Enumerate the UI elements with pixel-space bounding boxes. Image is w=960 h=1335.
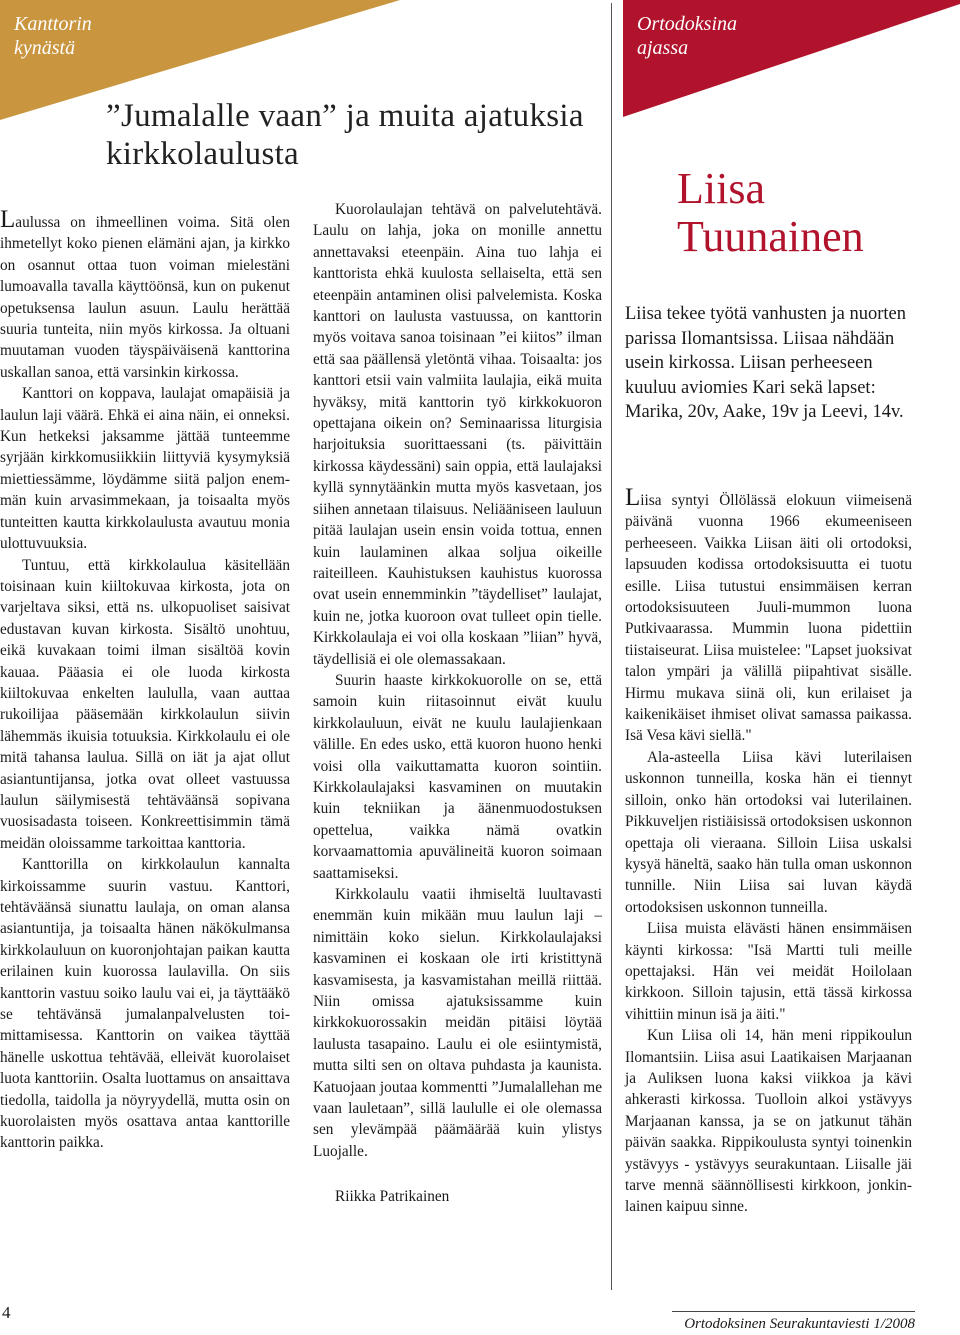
column-divider [611, 3, 612, 1290]
profile-name: Liisa Tuunainen [677, 164, 864, 261]
profile-paragraph: Kun Liisa oli 14, hän meni rippikoulun Ilomantsiin. Liisa asui Laatikaisen Marjaanan ja Auliksen luona kaksi viikkoa ja kävi ahkerasti kirkossa. Tuolloin alkoi ystävyys Marjaanan kanssa, ja se on jatkunut tähän päivän saakka. Rippikoulusta syntyi toinenkin ystävyys - ystävyys seurakuntaan. Liisalle jäi tarve mennä säännöllisesti kirkkoon, jonkinlainen kaipuu sinne. [625, 1027, 912, 1216]
profile-intro: Liisa tekee työtä vanhusten ja nuorten parissa Ilomantsissa. Liisaa nähdään usein kirkossa. Liisan perheeseen kuuluu aviomies Kari sekä lapset: Marika, 20v, Aake, 19v ja Leevi, 14v. [625, 304, 907, 422]
article-paragraph: Kanttori on koppava, laulajat omapäisiä ja laulun laji väärä. Ehkä ei aina näin, ei onneksi. Kun hetkeksi jaksamme jättää tunteemme syrjään kirkkomusiikkiin liittyviä kysymyksiä miettiessämme, löydämme siitä paljon enemmän kuin arvasimmekaan, ja toisaalta myös tunteitten kautta kirkkolaulusta avautuu monia ulottuvuuksia. [0, 385, 290, 553]
article-signature: Riikka Patrikainen [335, 1188, 450, 1206]
profile-paragraph: Liisa syntyi Öllölässä elokuun viimeisenä päivänä vuonna 1966 ekumeeniseen perheeseen. Vaikka Liisan äiti oli ortodoksi, lapsuuden kodissa ortodoksisuutta ei tuotu esille. Liisa tutustui ensimmäisen kerran ortodoksisuuteen Juuli-mummon luona Putkivaarassa. Mummin luona pidettiin tiistaiseurat. Liisa muistelee: "Lapset juoksivat talon ympäri ja välillä piipahtivat sisälle. Hirmu mukava siinä oli, kun erilaiset ja kaikenikäiset ihmiset olivat samassa paikassa. Isä Vesa kävi siellä." [625, 484, 912, 745]
article-paragraph: Suurin haaste kirkkokuorolle on se, että samoin kuin riitasoinnut eivät kuulu kirkkolauluun, eivät ne kuulu laulajienkaan välille. En edes usko, että kuoron huono henki voisi olla vaikuttamatta kuoron sointiin. Kirkkolaulajaksi kasvaminen on muutakin kuin tekniikan ja äänenmuodostuksen opettelua, vaikka nämä ovatkin korvaamattomia apuvälineitä kuoron soimaan saattamiseksi. [313, 671, 602, 882]
article-column-2 [313, 199, 602, 1208]
article-headline: ”Jumalalle vaan” ja muita ajatuksia kirkkolaulusta [106, 98, 584, 172]
profile-column [625, 484, 912, 1218]
section-label-right: Ortodoksina ajassa [637, 13, 737, 59]
section-label-left: Kanttorin kynästä [14, 13, 92, 59]
article-paragraph: Kuorolaulajan tehtävä on palvelutehtävä. Laulu on lahja, joka on monille annettu annettavaksi eteenpäin. Aina tuo lahja ei kanttorista ehkä kuulosta sellaiselta, että sen eteenpäin antaminen olisi palvelemista. Koska kanttori on laulusta vastuussa, on kanttorin myös voitava sanoa toisinaan ”ei kiitos” ilman että saa päällensä yletöntä vihaa. Toisaalta: jos kanttori etsii vain valmiita laulajia, eikä muita hyväksy, mitä kanttorin työ kirkkokuoron opettajana oikein on? Seminaarissa liturgisia harjoituksia suorittaessani (ts. päivittäin kirkossa käydessäni) sain oppia, että laulajaksi kyllä synnytäänkin mutta myös kasvetaan, jos siihen annetaan tilaisuus. Neliääniseen lauluun pitää laulajan usein ensin voida tottua, ennen kuin laulaminen alkaa soljua oikeille raiteilleen. Kauhistuksen kauhistus kuorossa ovat usein ennemminkin ”täydelliset” laulajat, kuin ne, jotka kuoroon ovat tulleet opin tielle. Kirkkolaulaja ei voi olla koskaan ”liian” hyvä, täydellisiä ei ole olemassakaan. [313, 201, 602, 668]
article-paragraph: Kirkkolaulu vaatii ihmiseltä luultavasti enemmän kuin mikään muu laulun laji – nimittäin koko sielun. Kirkkolaulajaksi kasvaminen ei koskaan ole irti kristittynä kasvamisesta, ja kasvamistahan meillä riittää. Niin omissa ajatuksissamme kuin kirkkokuorossakin meidän pitäisi löytää laulusta tasapaino. Laulu ei ole esiintymistä, mutta silti sen on oltava puhdasta ja kaunista. Katuojaan joutaa kommentti ”Jumalallehan me vaan lauletaan”, sillä laululle ei ole olemassa sen ylevämpää päämäärää kuin ylistys Luojalle. [313, 886, 602, 1160]
footer-rule [672, 1311, 915, 1312]
page-number: 4 [2, 1303, 11, 1322]
drop-cap: L [625, 484, 641, 511]
profile-paragraph: Ala-asteella Liisa kävi luterilaisen uskonnon tunneilla, koska hän ei tiennyt silloin, onko hän ortodoksi vai luterilainen. Pikkuveljen ristiäisissä ortodoksisen uskonnon opettaja oli vieraana. Silloin Liisa uskalsi kysyä häneltä, saako hän tulla oman uskonnon tunnille. Niin Liisa sai luvan käydä ortodoksisen uskonnon tunneilla. [625, 748, 912, 916]
profile-paragraph: Liisa muista elävästi hänen ensimmäisen käynti kirkossa: "Isä Martti tuli meille opettajaksi. Hän vei meidät Hoilolaan kirkkoon. Silloin tajusin, että tässä kirkossa vihittiin minun isä ja äiti." [625, 920, 912, 1023]
section-tab-right [623, 0, 960, 120]
article-paragraph: Tuntuu, että kirkkolaulua käsitellään toisinaan kuin kiiltokuvaa kirkosta, jota on varjeltava siksi, että ns. ulkopuoliset saisivat edustavan kuvan kirkosta. Sisältö unohtuu, eikä kuvakaan toimi ilman sisältöä kovin kauaa. Pääasia ei ole luoda kirkosta kiiltokuvaa enkelten laululla, vaan auttaa rukoilijaa pääsemään kirkkolaulun siivin lähemmäs ikuisia totuuksia. Kirkkolaulu ei ole mitä tahansa laulua. Sillä on iät ja ajat ollut asiantuntijansa, jotka ovat olleet vastuussa laulun säilymisestä tehtäväänsä sopivana vuosisadasta toiseen. Konkreettisimmin tämä meidän oloissamme tarkoittaa kanttoria. [0, 556, 290, 852]
publication-title: Ortodoksinen Seurakuntaviesti 1/2008 [684, 1316, 915, 1332]
article-column-1 [0, 206, 290, 1154]
drop-cap: L [0, 206, 16, 233]
article-paragraph: Kanttorilla on kirkkolaulun kannalta kirkoissamme suurin vastuu. Kanttori, tehtäväänsä siunattu laulaja, on oman alansa asiantuntija, ja toisaalta hänen näkökulmansa kirkkolauluun on kuoronjohtajan paikan kautta erilainen kuin kuorossa laulavilla. On siis kanttorin vastuu soiko laulu vai ei, ja täyttääkö se tehtävänsä jumalanpalvelusten toimittamisessa. Kanttorin on vaikea täyttää hänelle uskottua tehtävää, elleivät kuorolaiset luota kanttoriin. Osalta luottamus on ansaittava tiedolla, taidolla ja nöyryydellä, mutta osin on kuorolaisten myös osattava antaa kanttorille kanttorin paikka. [0, 856, 290, 1152]
article-paragraph: Laulussa on ihmeellinen voima. Sitä olen ihmetellyt koko pienen elämäni ajan, ja kirkko on osannut ottaa tuon voiman mielestäni lumoavalla tavalla käyttöönsä, kun on pukenut opetuksensa laulun asuun. Laulu herättää suuria tunteita, niin myös kirkossa. Ja oltuani muutaman vuoden täyspäiväisenä kanttorina uskallan sanoa, että varsinkin kirkossa. [0, 206, 290, 381]
